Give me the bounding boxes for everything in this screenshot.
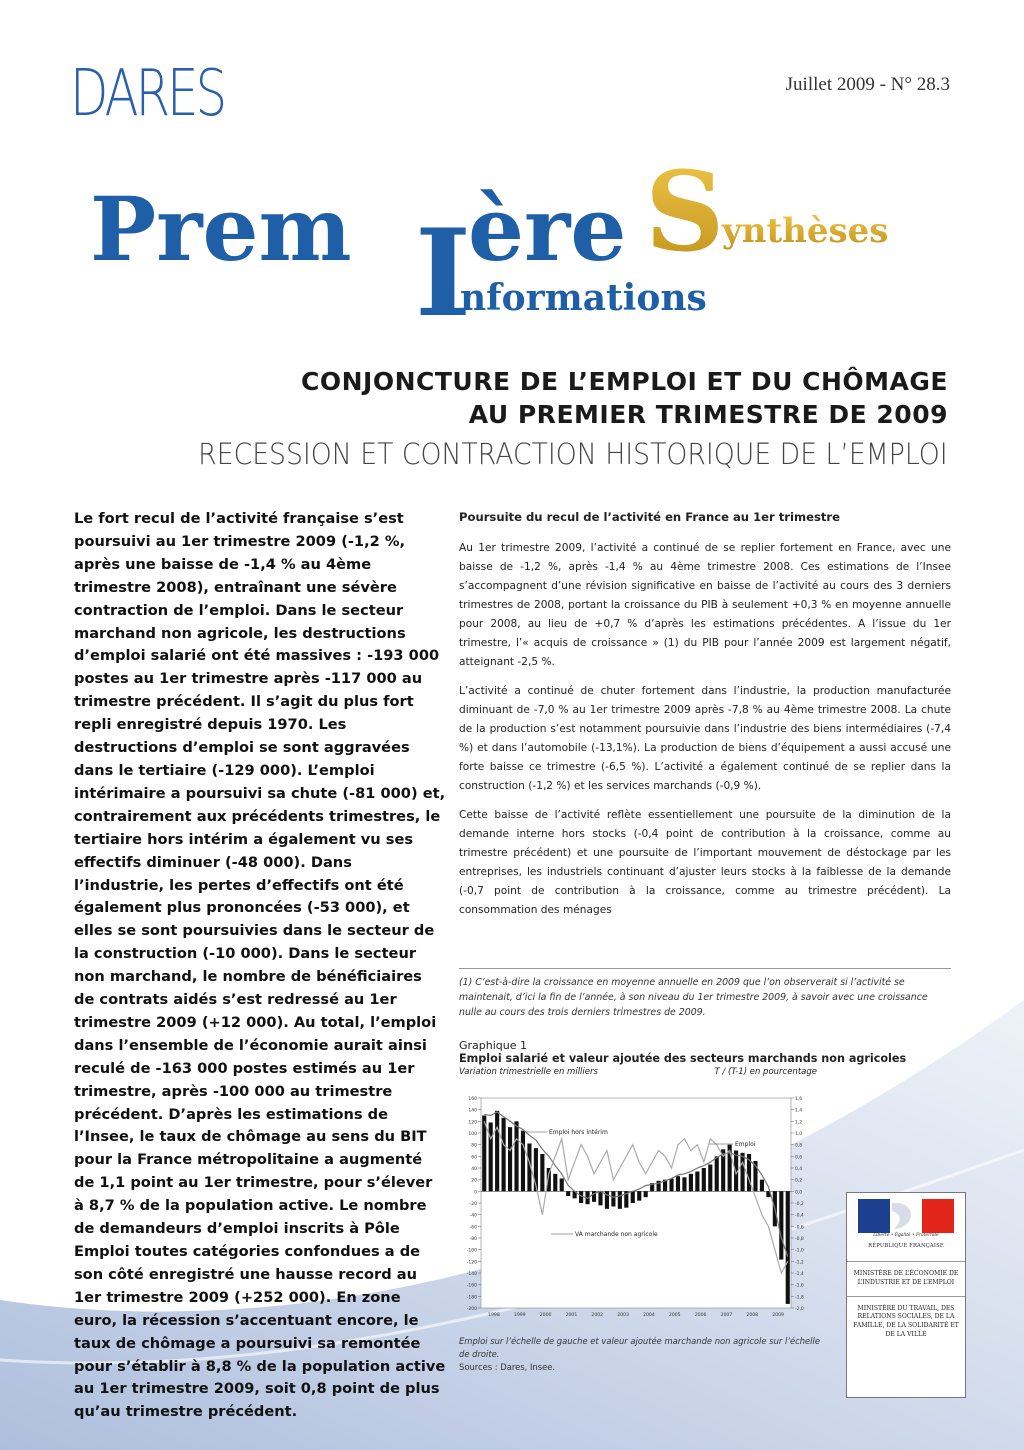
left-axis-tick-label: 40 (471, 1167, 477, 1172)
series-label-va: VA marchande non agricole (575, 1231, 658, 1238)
emploi-bar (566, 1191, 570, 1196)
right-axis-tick-label: 0,0 (795, 1190, 803, 1196)
logo-informations: nformations (460, 277, 707, 319)
left-axis-tick-label: 160 (468, 1097, 477, 1102)
emploi-bar (502, 1118, 506, 1192)
emploi-bar (682, 1177, 686, 1191)
emploi-bar (540, 1154, 544, 1191)
main-title (301, 365, 948, 431)
right-axis-tick-label: -0,8 (795, 1237, 804, 1242)
x-tick-label: 2001 (565, 1313, 578, 1318)
republic-motto: Liberté • Égalité • Fraternité (873, 1233, 939, 1238)
emploi-bar (631, 1191, 635, 1203)
emploi-bar (715, 1156, 719, 1191)
logo-i: I (415, 203, 472, 340)
emploi-bar (786, 1191, 790, 1304)
emploi-bar (695, 1172, 699, 1192)
publication-logo (60, 150, 960, 340)
right-axis-tick-label: 0,6 (795, 1155, 803, 1161)
x-tick-label: 2004 (643, 1313, 655, 1318)
right-axis-tick-label: 0,8 (795, 1143, 803, 1149)
right-axis-tick-label: 1,6 (795, 1097, 803, 1102)
brand-logo: DARES (70, 57, 225, 131)
x-tick-label: 2008 (746, 1313, 759, 1318)
emploi-bar (689, 1174, 693, 1192)
issue-number: Juillet 2009 - N° 28.3 (785, 74, 950, 95)
left-axis-tick-label: 120 (468, 1120, 477, 1126)
emploi-bar (598, 1191, 602, 1205)
subtitle: RECESSION ET CONTRACTION HISTORIQUE DE L’EMPLOI (198, 437, 948, 471)
right-axis-tick-label: -1,4 (795, 1272, 804, 1277)
left-axis-tick-label: 0 (474, 1190, 477, 1196)
x-tick-label: 2009 (772, 1313, 784, 1318)
emploi-bar (560, 1179, 564, 1192)
series-label-emploi-hors-interim: Emploi hors intérim (549, 1129, 608, 1136)
logo-ere: ère (468, 177, 627, 281)
emploi-bar (740, 1153, 744, 1192)
chart-right-unit: T / (T-1) en pourcentage (714, 1067, 817, 1077)
x-tick-label: 2002 (591, 1313, 604, 1318)
emploi-bar (779, 1191, 783, 1259)
article-column (459, 508, 951, 930)
chart-left-unit: Variation trimestrielle en milliers (459, 1067, 598, 1077)
emploi-bar (489, 1123, 493, 1192)
right-axis-tick-label: 1,4 (795, 1108, 803, 1114)
emploi-bar (760, 1180, 764, 1192)
left-axis-tick-label: -160 (466, 1283, 477, 1289)
left-axis-tick-label: 80 (471, 1143, 477, 1149)
x-tick-label: 1998 (488, 1313, 500, 1318)
left-axis-tick-label: -80 (469, 1237, 477, 1242)
employment-chart (459, 1090, 809, 1330)
emploi-bar (521, 1131, 525, 1192)
emploi-bar (708, 1165, 712, 1192)
chart-label: Graphique 1 (459, 1039, 528, 1052)
paragraph-3: Cette baisse de l’activité reflète essentiellement une poursuite de la diminution de la demande interne hors stocks (-0,4 point de contribution à la croissance, comme au trimestre précédent) et une poursuite de l’important mouvement de déstockage par les entreprises, les industriels continuant d’ajuster leurs stocks à la faiblesse de la demande (-0,7 point de contribution à la croissance, comme au trimestre précédent). La consommation des ménages (459, 809, 951, 916)
emploi-bar (514, 1121, 518, 1191)
emploi-bar (508, 1127, 512, 1191)
x-tick-label: 2006 (694, 1313, 707, 1318)
x-tick-label: 2005 (668, 1313, 681, 1318)
left-axis-tick-label: 20 (471, 1178, 477, 1184)
emploi-bar (553, 1174, 557, 1192)
series-label-emploi: Emploi (735, 1141, 756, 1148)
left-axis-tick-label: -100 (466, 1248, 477, 1254)
right-axis-tick-label: 1,2 (795, 1120, 803, 1126)
left-axis-tick-label: 60 (471, 1155, 477, 1161)
chart-header (459, 1039, 959, 1077)
section-title: Poursuite du recul de l’activité en France au 1er trimestre (459, 510, 840, 524)
emploi-bar (676, 1176, 680, 1191)
emploi-bar (637, 1191, 641, 1200)
right-axis-tick-label: -1,8 (795, 1295, 804, 1301)
emploi-bar (611, 1191, 615, 1206)
left-axis-tick-label: -60 (469, 1225, 477, 1231)
chart-plot-area (481, 1098, 791, 1308)
left-axis-tick-label: -40 (469, 1213, 477, 1219)
right-axis-tick-label: -1,2 (795, 1260, 804, 1266)
republic-emblem (847, 1193, 965, 1262)
left-axis-tick-label: 140 (468, 1108, 477, 1114)
emploi-bar (669, 1179, 673, 1192)
left-axis-tick-label: -140 (466, 1272, 477, 1277)
main-title-line2: AU PREMIER TRIMESTRE DE 2009 (468, 400, 948, 429)
left-axis-tick-label: -180 (466, 1295, 477, 1301)
x-tick-label: 2003 (617, 1313, 629, 1318)
chart-note (459, 1335, 829, 1374)
emploi-bar (579, 1191, 583, 1203)
x-tick-label: 1999 (513, 1313, 526, 1318)
paragraph-1: Au 1er trimestre 2009, l’activité a continué de se replier fortement en France, avec une baisse de -1,2 %, après -1,4 % au 4ème trimestre 2008. Ces estimations de l’Insee s’accompagnent d’une révision significative en baisse de l’activité au cours des 3 derniers trimestres de 2008, portant la croissance du PIB à seulement +0,3 % en moyenne annuelle pour 2008, au lieu de +0,7 % d’après les estimations précédentes. A l’issue du 1er trimestre, l’« acquis de croissance » (1) du PIB pour l’année 2009 est largement négatif, atteignant -2,5 %. (459, 542, 951, 668)
right-axis-tick-label: -0,6 (795, 1225, 804, 1231)
x-tick-label: 2007 (720, 1313, 733, 1318)
lead-paragraph: Le fort recul de l’activité française s’est poursuivi au 1er trimestre 2009 (-1,2 %, après une baisse de -1,4 % au 4ème trimestre 2008), entraînant une sévère contraction de l’emploi. Dans le secteur marchand non agricole, les destructions d’emploi salarié ont été massives : -193 000 postes au 1er trimestre après -117 000 au trimestre précédent. Il s’agit du plus fort repli enregistré depuis 1970. Les destructions d’emploi se sont aggravées dans le tertiaire (-129 000). L’emploi intérimaire a poursuivi sa chute (-81 000) et, contrairement aux précédents trimestres, le tertiaire hors intérim a également vu ses effectifs diminuer (-48 000). Dans l’industrie, les pertes d’effectifs ont été également plus prononcées (-53 000), et elles se sont poursuivies dans le secteur de la construction (-10 000). Dans le secteur non marchand, le nombre de bénéficiaires de contrats aidés s’est redressé au 1er trimestre 2009 (+12 000). Au total, l’emploi dans l’ensemble de l’économie aurait ainsi reculé de -163 000 postes estimés au 1er trimestre, après -100 000 au trimestre précédent. D’après les estimations de l’Insee, le taux de chômage au sens du BIT pour la France métropolitaine a augmenté de 1,1 point au 1er trimestre, pour s’élever à 8,7 % de la population active. Le nombre de demandeurs d’emploi inscrits à Pôle Emploi toutes catégories confondues a de son côté enregistré une hausse record au 1er trimestre 2009 (+252 000). En zone euro, la récession s’accentuant encore, le taux de chômage a poursuivi sa remontée pour s’établir à 8,8 % de la population active au 1er trimestre 2009, soit 0,8 point de plus qu’au trimestre précédent. (74, 510, 446, 1421)
emploi-bar (644, 1191, 648, 1197)
republic-name: RÉPUBLIQUE FRANÇAISE (868, 1243, 944, 1249)
right-axis-tick-label: 0,2 (795, 1178, 803, 1184)
logo-s: S (645, 150, 725, 276)
ministry-economy: MINISTÈRE DE L’ÉCONOMIE DE L’INDUSTRIE ET DE L’EMPLOI (847, 1262, 965, 1297)
emploi-bar (702, 1168, 706, 1191)
footnote: (1) C’est-à-dire la croissance en moyenne annuelle en 2009 que l’on observerait si l’activité se maintenait, d’ici la fin de l’année, à son niveau du 1er trimestre 2009, à savoir avec une croissance nulle au cours des trois derniers trimestres de 2009. (459, 968, 951, 1020)
paragraph-2: L’activité a continué de chuter fortement dans l’industrie, la production manufacturée diminuant de -7,0 % au 1er trimestre 2009 après -7,8 % au 4ème trimestre 2008. La chute de la production s’est notamment poursuivie dans l’industrie des biens intermédiaires (-7,4 %) et dans l’automobile (-13,1%). La production de biens d’équipement a aussi accusé une forte baisse ce trimestre (-6,5 %). L’activité a également continué de se replier dans la construction (-1,2 %) et les services marchands (-0,9 %). (459, 685, 951, 792)
left-axis-tick-label: -120 (466, 1260, 477, 1266)
ministry-labour: MINISTÈRE DU TRAVAIL, DES RELATIONS SOCIALES, DE LA FAMILLE, DE LA SOLIDARITÉ ET DE LA VILLE (853, 1304, 959, 1338)
chart-title: Emploi salarié et valeur ajoutée des secteurs marchands non agricoles (459, 1052, 907, 1065)
left-axis-tick-label: -20 (469, 1202, 477, 1207)
chart-source: Sources : Dares, Insee. (459, 1362, 556, 1372)
right-axis-tick-label: -1,0 (795, 1248, 804, 1254)
emploi-bar (618, 1191, 622, 1209)
x-tick-label: 2000 (539, 1313, 552, 1318)
right-axis-tick-label: -0,2 (795, 1202, 804, 1207)
right-axis-tick-label: -0,4 (795, 1213, 804, 1219)
chart-note-text: Emploi sur l’échelle de gauche et valeur ajoutée marchande non agricole sur l’échelle de droite. (459, 1336, 820, 1359)
left-axis-tick-label: -200 (466, 1307, 477, 1312)
chart-units (459, 1067, 817, 1077)
right-axis-tick-label: 1,0 (795, 1132, 803, 1137)
emploi-bar (495, 1111, 499, 1192)
logo-prem: Prem (90, 177, 352, 281)
ministry-box (846, 1192, 966, 1398)
marianne-flag-icon (858, 1199, 954, 1233)
left-axis-tick-label: 100 (468, 1132, 477, 1137)
logo-yntheses: ynthèses (722, 211, 889, 251)
right-axis-tick-label: 0,4 (795, 1167, 803, 1172)
right-axis-tick-label: -2,0 (795, 1307, 804, 1312)
right-axis-tick-label: -1,6 (795, 1283, 804, 1289)
main-title-line1: CONJONCTURE DE L’EMPLOI ET DU CHÔMAGE (301, 367, 948, 396)
